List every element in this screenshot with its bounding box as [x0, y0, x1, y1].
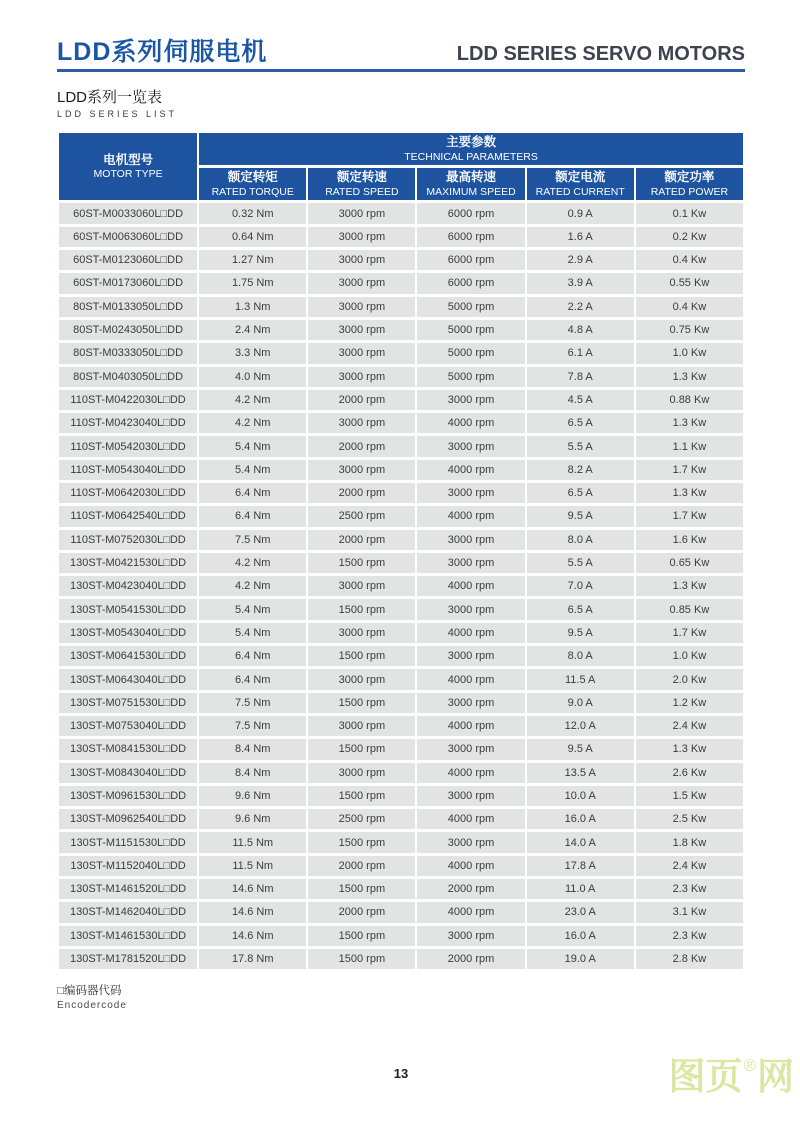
table-row [59, 483, 743, 503]
section-subtitle [57, 89, 745, 119]
rated-current-cell: 10.0 A [527, 786, 634, 806]
rated-torque-cell: 7.5 Nm [199, 693, 306, 713]
technical-parameters-header [199, 133, 743, 165]
rated-current-cell: 6.5 A [527, 413, 634, 433]
rated-current-cell: 17.8 A [527, 856, 634, 876]
rated-current-cell: 11.5 A [527, 669, 634, 689]
motor-type-cell: 130ST-M1152040L□DD [59, 856, 197, 876]
maximum-speed-cell: 5000 rpm [417, 367, 524, 387]
motor-type-cell: 130ST-M0541530L□DD [59, 599, 197, 619]
rated-speed-cell: 1500 rpm [308, 599, 415, 619]
rated-torque-cell: 7.5 Nm [199, 530, 306, 550]
section-subtitle-zh: LDD系列一览表 [57, 89, 163, 106]
rated-speed-cell: 3000 rpm [308, 343, 415, 363]
rated-current-cell: 16.0 A [527, 926, 634, 946]
rated-current-cell: 7.8 A [527, 367, 634, 387]
table-row [59, 413, 743, 433]
rated-current-cell: 6.1 A [527, 343, 634, 363]
rated-torque-cell: 6.4 Nm [199, 646, 306, 666]
rated-current-cell: 4.5 A [527, 390, 634, 410]
rated-current-cell: 3.9 A [527, 273, 634, 293]
rated-torque-cell: 14.6 Nm [199, 902, 306, 922]
rated-torque-cell: 5.4 Nm [199, 436, 306, 456]
watermark-text-right: 网 [757, 1056, 794, 1097]
rated-current-cell: 6.5 A [527, 599, 634, 619]
motor-type-cell: 130ST-M0423040L□DD [59, 576, 197, 596]
rated-power-cell: 0.65 Kw [636, 553, 743, 573]
maximum-speed-cell: 4000 rpm [417, 576, 524, 596]
rated-speed-cell: 2000 rpm [308, 902, 415, 922]
table-row [59, 949, 743, 969]
rated-power-cell: 1.3 Kw [636, 739, 743, 759]
rated-torque-cell: 5.4 Nm [199, 599, 306, 619]
motor-type-cell: 130ST-M1781520L□DD [59, 949, 197, 969]
rated-torque-cell: 6.4 Nm [199, 483, 306, 503]
rated-power-cell: 3.1 Kw [636, 902, 743, 922]
technical-parameters-header-zh: 主要参数 [446, 135, 497, 149]
rated-power-cell: 0.4 Kw [636, 250, 743, 270]
rated-power-cell: 2.5 Kw [636, 809, 743, 829]
rated-power-cell: 1.1 Kw [636, 436, 743, 456]
motor-type-cell: 130ST-M0543040L□DD [59, 623, 197, 643]
column-header [308, 168, 415, 200]
motor-type-header [59, 133, 197, 200]
rated-speed-cell: 3000 rpm [308, 623, 415, 643]
table-row [59, 716, 743, 736]
table-row [59, 623, 743, 643]
rated-power-cell: 0.75 Kw [636, 320, 743, 340]
rated-speed-cell: 1500 rpm [308, 693, 415, 713]
rated-power-cell: 1.6 Kw [636, 530, 743, 550]
page-number: 13 [393, 1066, 409, 1081]
rated-power-cell: 0.88 Kw [636, 390, 743, 410]
column-header-en: RATED POWER [650, 185, 729, 198]
rated-speed-cell: 3000 rpm [308, 460, 415, 480]
table-row [59, 576, 743, 596]
rated-current-cell: 2.2 A [527, 297, 634, 317]
rated-current-cell: 5.5 A [527, 553, 634, 573]
rated-current-cell: 19.0 A [527, 949, 634, 969]
rated-current-cell: 9.5 A [527, 623, 634, 643]
maximum-speed-cell: 4000 rpm [417, 460, 524, 480]
rated-current-cell: 16.0 A [527, 809, 634, 829]
rated-torque-cell: 4.2 Nm [199, 553, 306, 573]
maximum-speed-cell: 3000 rpm [417, 530, 524, 550]
maximum-speed-cell: 4000 rpm [417, 669, 524, 689]
rated-speed-cell: 2000 rpm [308, 390, 415, 410]
column-header [199, 168, 306, 200]
column-header [417, 168, 524, 200]
motor-type-cell: 80ST-M0243050L□DD [59, 320, 197, 340]
rated-torque-cell: 14.6 Nm [199, 926, 306, 946]
column-header-zh: 额定转矩 [227, 170, 278, 185]
rated-speed-cell: 3000 rpm [308, 367, 415, 387]
table-row [59, 739, 743, 759]
rated-power-cell: 1.3 Kw [636, 367, 743, 387]
rated-power-cell: 1.2 Kw [636, 693, 743, 713]
rated-power-cell: 1.0 Kw [636, 343, 743, 363]
motor-type-header-en: MOTOR TYPE [93, 168, 163, 181]
page-header [57, 40, 745, 72]
rated-speed-cell: 1500 rpm [308, 949, 415, 969]
motor-type-cell: 110ST-M0642540L□DD [59, 506, 197, 526]
rated-speed-cell: 2500 rpm [308, 809, 415, 829]
rated-torque-cell: 9.6 Nm [199, 809, 306, 829]
motor-type-cell: 110ST-M0422030L□DD [59, 390, 197, 410]
maximum-speed-cell: 5000 rpm [417, 320, 524, 340]
motor-type-cell: 130ST-M0641530L□DD [59, 646, 197, 666]
rated-current-cell: 12.0 A [527, 716, 634, 736]
rated-power-cell: 1.7 Kw [636, 623, 743, 643]
motor-type-cell: 80ST-M0133050L□DD [59, 297, 197, 317]
rated-power-cell: 1.5 Kw [636, 786, 743, 806]
maximum-speed-cell: 3000 rpm [417, 786, 524, 806]
encoder-footnote-zh: □编码器代码 [57, 985, 122, 998]
rated-speed-cell: 1500 rpm [308, 786, 415, 806]
rated-power-cell: 2.4 Kw [636, 856, 743, 876]
rated-current-cell: 8.0 A [527, 646, 634, 666]
motor-type-cell: 130ST-M0421530L□DD [59, 553, 197, 573]
rated-power-cell: 1.3 Kw [636, 576, 743, 596]
rated-power-cell: 0.2 Kw [636, 227, 743, 247]
technical-parameters-header-en: TECHNICAL PARAMETERS [404, 150, 538, 163]
rated-torque-cell: 1.27 Nm [199, 250, 306, 270]
maximum-speed-cell: 2000 rpm [417, 879, 524, 899]
maximum-speed-cell: 4000 rpm [417, 763, 524, 783]
rated-current-cell: 4.8 A [527, 320, 634, 340]
rated-speed-cell: 2000 rpm [308, 856, 415, 876]
table-row [59, 203, 743, 223]
rated-torque-cell: 1.3 Nm [199, 297, 306, 317]
table-row [59, 436, 743, 456]
rated-power-cell: 2.3 Kw [636, 926, 743, 946]
rated-power-cell: 2.6 Kw [636, 763, 743, 783]
watermark-logo [668, 1058, 794, 1095]
table-row [59, 879, 743, 899]
motor-type-cell: 130ST-M0961530L□DD [59, 786, 197, 806]
rated-power-cell: 2.0 Kw [636, 669, 743, 689]
motor-type-cell: 110ST-M0542030L□DD [59, 436, 197, 456]
rated-current-cell: 8.0 A [527, 530, 634, 550]
rated-torque-cell: 3.3 Nm [199, 343, 306, 363]
rated-speed-cell: 2500 rpm [308, 506, 415, 526]
rated-speed-cell: 3000 rpm [308, 297, 415, 317]
rated-torque-cell: 0.32 Nm [199, 203, 306, 223]
column-header-zh: 最高转速 [446, 170, 497, 185]
rated-speed-cell: 3000 rpm [308, 227, 415, 247]
maximum-speed-cell: 4000 rpm [417, 856, 524, 876]
maximum-speed-cell: 4000 rpm [417, 623, 524, 643]
maximum-speed-cell: 3000 rpm [417, 693, 524, 713]
section-subtitle-en: LDD SERIES LIST [57, 109, 178, 119]
table-body [59, 203, 743, 969]
rated-torque-cell: 4.2 Nm [199, 390, 306, 410]
motor-type-cell: 80ST-M0333050L□DD [59, 343, 197, 363]
table-row [59, 530, 743, 550]
table-row [59, 856, 743, 876]
rated-power-cell: 1.8 Kw [636, 832, 743, 852]
maximum-speed-cell: 2000 rpm [417, 949, 524, 969]
motor-type-cell: 130ST-M1461530L□DD [59, 926, 197, 946]
rated-power-cell: 1.7 Kw [636, 460, 743, 480]
motor-type-cell: 130ST-M1151530L□DD [59, 832, 197, 852]
maximum-speed-cell: 6000 rpm [417, 273, 524, 293]
rated-torque-cell: 2.4 Nm [199, 320, 306, 340]
column-header [527, 168, 634, 200]
rated-torque-cell: 1.75 Nm [199, 273, 306, 293]
rated-torque-cell: 0.64 Nm [199, 227, 306, 247]
maximum-speed-cell: 3000 rpm [417, 832, 524, 852]
rated-current-cell: 13.5 A [527, 763, 634, 783]
table-row [59, 506, 743, 526]
maximum-speed-cell: 4000 rpm [417, 716, 524, 736]
motor-spec-table [57, 130, 745, 972]
rated-torque-cell: 8.4 Nm [199, 739, 306, 759]
maximum-speed-cell: 3000 rpm [417, 390, 524, 410]
maximum-speed-cell: 3000 rpm [417, 483, 524, 503]
rated-power-cell: 2.3 Kw [636, 879, 743, 899]
maximum-speed-cell: 5000 rpm [417, 297, 524, 317]
column-header-en: RATED CURRENT [535, 185, 625, 198]
rated-power-cell: 1.3 Kw [636, 483, 743, 503]
motor-type-cell: 60ST-M0033060L□DD [59, 203, 197, 223]
rated-torque-cell: 6.4 Nm [199, 506, 306, 526]
table-row [59, 669, 743, 689]
rated-current-cell: 9.0 A [527, 693, 634, 713]
motor-type-cell: 110ST-M0423040L□DD [59, 413, 197, 433]
table-row [59, 763, 743, 783]
motor-type-cell: 60ST-M0123060L□DD [59, 250, 197, 270]
table-row [59, 460, 743, 480]
maximum-speed-cell: 3000 rpm [417, 926, 524, 946]
rated-speed-cell: 1500 rpm [308, 879, 415, 899]
rated-speed-cell: 1500 rpm [308, 739, 415, 759]
rated-speed-cell: 1500 rpm [308, 646, 415, 666]
column-header-zh: 额定转速 [336, 170, 387, 185]
rated-speed-cell: 3000 rpm [308, 763, 415, 783]
rated-current-cell: 14.0 A [527, 832, 634, 852]
rated-current-cell: 5.5 A [527, 436, 634, 456]
rated-power-cell: 1.7 Kw [636, 506, 743, 526]
maximum-speed-cell: 4000 rpm [417, 902, 524, 922]
rated-torque-cell: 11.5 Nm [199, 856, 306, 876]
rated-torque-cell: 11.5 Nm [199, 832, 306, 852]
rated-torque-cell: 8.4 Nm [199, 763, 306, 783]
table-row [59, 297, 743, 317]
rated-speed-cell: 3000 rpm [308, 320, 415, 340]
column-header-en: RATED SPEED [325, 185, 399, 198]
rated-torque-cell: 4.0 Nm [199, 367, 306, 387]
table-row [59, 786, 743, 806]
rated-torque-cell: 4.2 Nm [199, 576, 306, 596]
motor-type-cell: 60ST-M0063060L□DD [59, 227, 197, 247]
rated-power-cell: 2.8 Kw [636, 949, 743, 969]
rated-current-cell: 9.5 A [527, 506, 634, 526]
column-header [636, 168, 743, 200]
maximum-speed-cell: 3000 rpm [417, 739, 524, 759]
rated-torque-cell: 5.4 Nm [199, 460, 306, 480]
maximum-speed-cell: 6000 rpm [417, 203, 524, 223]
motor-type-cell: 130ST-M0843040L□DD [59, 763, 197, 783]
motor-type-cell: 130ST-M0751530L□DD [59, 693, 197, 713]
maximum-speed-cell: 3000 rpm [417, 436, 524, 456]
motor-type-cell: 110ST-M0543040L□DD [59, 460, 197, 480]
rated-speed-cell: 2000 rpm [308, 436, 415, 456]
motor-type-cell: 130ST-M0962540L□DD [59, 809, 197, 829]
rated-torque-cell: 9.6 Nm [199, 786, 306, 806]
rated-power-cell: 2.4 Kw [636, 716, 743, 736]
rated-current-cell: 9.5 A [527, 739, 634, 759]
maximum-speed-cell: 4000 rpm [417, 506, 524, 526]
rated-speed-cell: 3000 rpm [308, 413, 415, 433]
rated-torque-cell: 6.4 Nm [199, 669, 306, 689]
rated-speed-cell: 2000 rpm [308, 483, 415, 503]
rated-power-cell: 0.55 Kw [636, 273, 743, 293]
rated-power-cell: 0.1 Kw [636, 203, 743, 223]
maximum-speed-cell: 6000 rpm [417, 227, 524, 247]
page-title-en: LDD SERIES SERVO MOTORS [456, 43, 745, 65]
table-row [59, 553, 743, 573]
rated-torque-cell: 17.8 Nm [199, 949, 306, 969]
encoder-footnote [57, 984, 745, 1011]
rated-speed-cell: 3000 rpm [308, 250, 415, 270]
rated-power-cell: 0.4 Kw [636, 297, 743, 317]
rated-power-cell: 1.3 Kw [636, 413, 743, 433]
rated-torque-cell: 14.6 Nm [199, 879, 306, 899]
rated-speed-cell: 3000 rpm [308, 576, 415, 596]
maximum-speed-cell: 6000 rpm [417, 250, 524, 270]
maximum-speed-cell: 3000 rpm [417, 646, 524, 666]
table-row [59, 809, 743, 829]
maximum-speed-cell: 5000 rpm [417, 343, 524, 363]
rated-current-cell: 8.2 A [527, 460, 634, 480]
rated-speed-cell: 1500 rpm [308, 926, 415, 946]
motor-type-cell: 130ST-M0841530L□DD [59, 739, 197, 759]
rated-current-cell: 6.5 A [527, 483, 634, 503]
rated-current-cell: 7.0 A [527, 576, 634, 596]
maximum-speed-cell: 3000 rpm [417, 599, 524, 619]
table-row [59, 832, 743, 852]
maximum-speed-cell: 3000 rpm [417, 553, 524, 573]
page-title-zh: LDD系列伺服电机 [57, 38, 268, 66]
maximum-speed-cell: 4000 rpm [417, 413, 524, 433]
watermark-text-left: 图页 [668, 1056, 743, 1097]
column-header-zh: 额定功率 [664, 170, 715, 185]
rated-current-cell: 23.0 A [527, 902, 634, 922]
rated-current-cell: 0.9 A [527, 203, 634, 223]
motor-type-cell: 110ST-M0642030L□DD [59, 483, 197, 503]
table-row [59, 599, 743, 619]
column-header-en: RATED TORQUE [211, 185, 294, 198]
column-header-en: MAXIMUM SPEED [426, 185, 516, 198]
rated-speed-cell: 1500 rpm [308, 553, 415, 573]
rated-torque-cell: 7.5 Nm [199, 716, 306, 736]
table-row [59, 367, 743, 387]
rated-torque-cell: 4.2 Nm [199, 413, 306, 433]
column-header-zh: 额定电流 [555, 170, 606, 185]
table-row [59, 227, 743, 247]
table-row [59, 390, 743, 410]
table-row [59, 320, 743, 340]
table-row [59, 646, 743, 666]
table-row [59, 273, 743, 293]
table-row [59, 250, 743, 270]
motor-type-cell: 80ST-M0403050L□DD [59, 367, 197, 387]
encoder-footnote-en: Encodercode [57, 1000, 127, 1012]
rated-speed-cell: 3000 rpm [308, 203, 415, 223]
registered-trademark-icon: ® [743, 1056, 756, 1075]
motor-type-cell: 130ST-M0753040L□DD [59, 716, 197, 736]
rated-power-cell: 1.0 Kw [636, 646, 743, 666]
motor-type-cell: 130ST-M1462040L□DD [59, 902, 197, 922]
rated-current-cell: 2.9 A [527, 250, 634, 270]
rated-current-cell: 1.6 A [527, 227, 634, 247]
motor-type-cell: 130ST-M1461520L□DD [59, 879, 197, 899]
rated-speed-cell: 3000 rpm [308, 273, 415, 293]
maximum-speed-cell: 4000 rpm [417, 809, 524, 829]
table-row [59, 902, 743, 922]
rated-speed-cell: 2000 rpm [308, 530, 415, 550]
rated-speed-cell: 1500 rpm [308, 832, 415, 852]
rated-speed-cell: 3000 rpm [308, 716, 415, 736]
rated-speed-cell: 3000 rpm [308, 669, 415, 689]
motor-type-cell: 110ST-M0752030L□DD [59, 530, 197, 550]
rated-power-cell: 0.85 Kw [636, 599, 743, 619]
motor-type-cell: 60ST-M0173060L□DD [59, 273, 197, 293]
rated-current-cell: 11.0 A [527, 879, 634, 899]
motor-type-cell: 130ST-M0643040L□DD [59, 669, 197, 689]
table-row [59, 343, 743, 363]
motor-type-header-zh: 电机型号 [103, 152, 154, 167]
rated-torque-cell: 5.4 Nm [199, 623, 306, 643]
table-row [59, 926, 743, 946]
table-row [59, 693, 743, 713]
